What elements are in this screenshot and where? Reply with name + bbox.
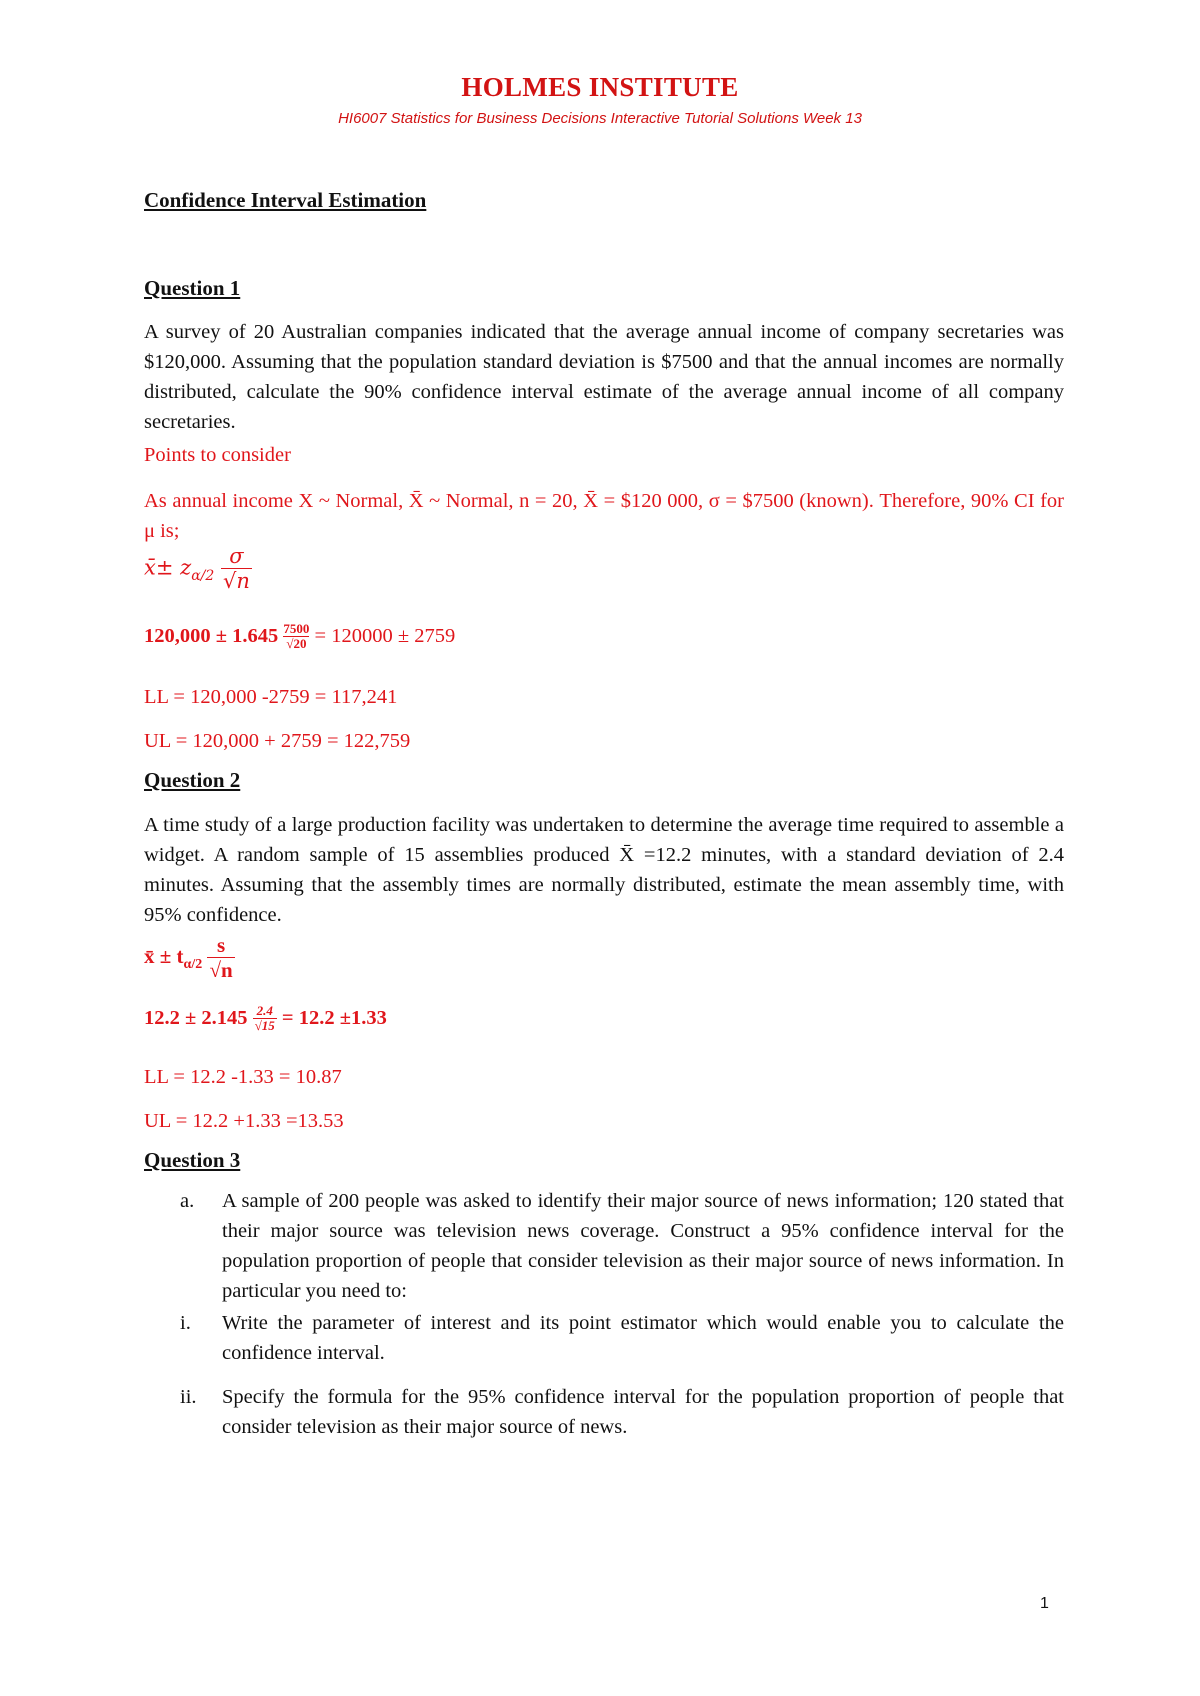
formula-numerator: s — [217, 933, 226, 957]
formula-fraction — [207, 934, 234, 982]
formula-numerator: σ — [229, 544, 244, 568]
question-1-body: A survey of 20 Australian companies indicated that the average annual income of company secretaries was $120,000. Assuming that the population standard deviation is $7500 and that the annual incomes are normally distributed, calculate the 90% confidence interval estimate of the average annual income of all company secretaries. — [144, 321, 1064, 433]
section-title: Confidence Interval Estimation — [144, 188, 427, 212]
question-2-heading: Question 2 — [144, 768, 241, 792]
formula-denominator: √n — [222, 569, 250, 594]
calc-numerator: 7500 — [283, 621, 310, 636]
question-2-upper-limit: UL = 12.2 +1.33 =13.53 — [144, 1110, 344, 1132]
calc-fraction — [253, 1004, 277, 1034]
formula-lhs: x̄± z — [144, 555, 192, 580]
question-1-upper-limit: UL = 120,000 + 2759 = 122,759 — [144, 730, 411, 752]
calc-rhs: = 120000 ± 2759 — [314, 624, 456, 647]
list-item-text: A sample of 200 people was asked to identify their major source of news information; 120 stated that their major source was television news coverage. Construct a 95% confidence interval for the population proportion of people that consider television as their major source of news information. In particular you need to: — [222, 1190, 1064, 1302]
formula-subscript: α/2 — [191, 567, 215, 584]
question-1-formula — [144, 545, 252, 593]
institute-title: HOLMES INSTITUTE — [461, 72, 739, 102]
list-item — [144, 1382, 1064, 1442]
question-1-calculation — [144, 622, 455, 652]
formula-subscript: α/2 — [183, 957, 203, 973]
calc-lhs: 12.2 ± 2.145 — [144, 1006, 248, 1029]
list-item-marker: i. — [180, 1312, 191, 1334]
points-to-consider-label: Points to consider — [144, 444, 291, 466]
list-item — [144, 1308, 1064, 1368]
calc-fraction — [283, 622, 309, 652]
question-2-formula — [144, 934, 235, 982]
page-number: 1 — [1040, 1595, 1049, 1612]
list-item-marker: a. — [180, 1190, 195, 1212]
question-1-heading: Question 1 — [144, 276, 241, 300]
question-2-calculation — [144, 1004, 387, 1034]
question-1-assumption: As annual income X ~ Normal, X̄ ~ Normal, n = 20, X̄ = $120 000, σ = $7500 (known). Therefore, 90% CI for μ is; — [144, 490, 1064, 542]
question-3-heading: Question 3 — [144, 1148, 241, 1172]
calc-numerator: 2.4 — [256, 1003, 273, 1018]
calc-lhs: 120,000 ± 1.645 — [144, 624, 279, 647]
question-1-lower-limit: LL = 120,000 -2759 = 117,241 — [144, 686, 398, 708]
list-item-text: Specify the formula for the 95% confidence interval for the population proportion of people that consider television as their major source of news. — [222, 1386, 1064, 1438]
question-2-body: A time study of a large production facility was undertaken to determine the average time required to assemble a widget. A random sample of 15 assemblies produced X̄ =12.2 minutes, with a standard deviation of 2.4 minutes. Assuming that the assembly times are normally distributed, estimate the mean assembly time, with 95% confidence. — [144, 814, 1064, 926]
course-subtitle: HI6007 Statistics for Business Decisions Interactive Tutorial Solutions Week 13 — [338, 110, 862, 127]
list-item-marker: ii. — [180, 1386, 197, 1408]
formula-denominator: √n — [209, 958, 233, 983]
question-3-list — [144, 1186, 1064, 1442]
formula-lhs: x̄ ± t — [144, 943, 184, 968]
calc-denominator: √15 — [254, 1018, 275, 1034]
calc-denominator: √20 — [283, 636, 309, 652]
formula-fraction — [221, 545, 252, 593]
question-2-lower-limit: LL = 12.2 -1.33 = 10.87 — [144, 1066, 342, 1088]
list-item — [144, 1186, 1064, 1306]
list-item-text: Write the parameter of interest and its point estimator which would enable you to calculate the confidence interval. — [222, 1312, 1064, 1364]
calc-rhs: = 12.2 ±1.33 — [281, 1006, 387, 1029]
